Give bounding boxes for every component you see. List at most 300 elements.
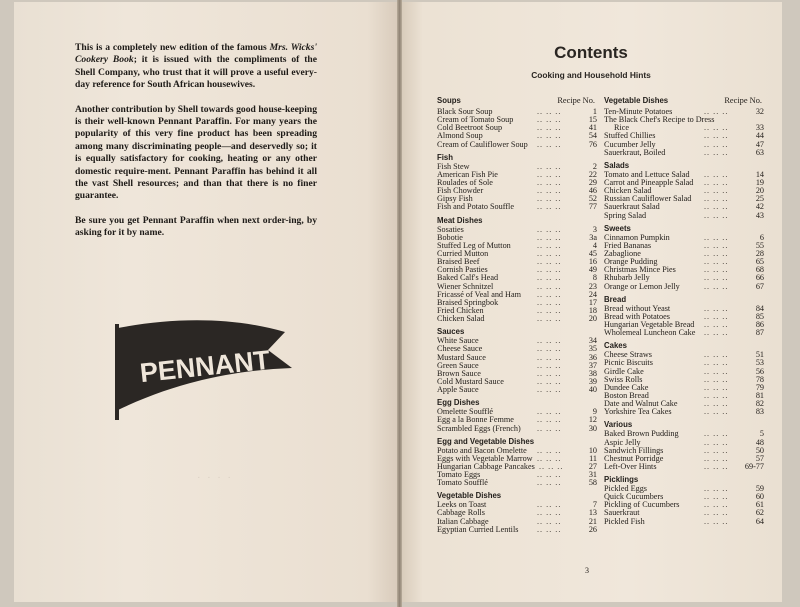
section-sweets [604,223,764,291]
leader-dots: .. .. .. [704,382,729,392]
leader-dots: .. .. .. [537,500,562,510]
entry-recipe-number: 15 [588,115,597,125]
entry-recipe-number: 34 [588,336,597,346]
entry-recipe-number: 58 [588,478,597,488]
leader-dots: .. .. .. [704,319,729,329]
entry-name: Leeks on Toast [437,500,487,510]
entry-recipe-number: 27 [588,461,597,471]
leader-dots: .. .. .. [704,311,729,321]
section-title: Sweets [604,223,631,233]
recipe-no-header: Recipe No. [557,96,595,105]
leader-dots: .. .. .. [704,350,729,360]
pennant-flag-logo [110,310,300,420]
entry-recipe-number: 16 [588,257,597,267]
leader-dots: .. .. .. [537,202,562,212]
entry-recipe-number: 23 [588,281,597,291]
leader-dots: .. .. .. [537,415,562,425]
entry-name: Cucumber Jelly [604,139,656,149]
leader-dots: .. .. .. [704,445,729,455]
leader-dots: .. .. .. [704,257,729,267]
leader-dots: .. .. .. [537,139,562,149]
section-bread [604,294,764,338]
intro-text [75,42,317,252]
leader-dots: .. .. .. [537,470,562,480]
leader-dots: .. .. .. [704,123,729,133]
entry-name: Bread without Yeast [604,303,671,313]
leader-dots: .. .. .. [704,177,729,187]
entry-recipe-number: 84 [755,303,764,313]
section-egg-dishes [437,397,597,432]
entry-name: Apple Sauce [437,385,479,395]
entry-name: Cabbage Rolls [437,508,485,518]
section-cakes [604,340,764,416]
entry-name: Cream of Tomato Soup [437,115,514,125]
leader-dots: .. .. .. [704,107,729,116]
entry-name: Ten-Minute Potatoes [604,107,673,116]
leader-dots: .. .. .. [704,240,729,250]
entry-name: Rice [614,123,630,133]
leader-dots: .. .. .. [704,407,729,417]
entry-name: Left-Over Hints [604,461,657,471]
entry-name: Christmas Mince Pies [604,265,676,275]
leader-dots: .. .. .. [704,429,729,439]
entry-recipe-number: 56 [755,366,764,376]
section-title: Fish [437,152,454,162]
leader-dots: .. .. .. [704,265,729,275]
entry-recipe-number: 26 [588,524,597,534]
entry-recipe-number: 2 [592,161,597,171]
entry-recipe-number: 77 [588,202,597,212]
leader-dots: .. .. .. [704,492,729,502]
entry-name: Mustard Sauce [437,352,486,362]
entry-recipe-number: 28 [755,248,764,258]
leader-dots: .. .. .. [537,248,562,258]
entry-recipe-number: 31 [588,470,597,480]
entry-recipe-number: 61 [755,500,764,510]
section-fish [437,152,597,212]
entry-name: Picnic Biscuits [604,358,653,368]
entry-name: Sandwich Fillings [604,445,664,455]
entry-recipe-number: 76 [588,139,597,149]
leader-dots: .. .. .. [537,297,562,307]
entry-name: Cheese Straws [604,350,652,360]
entry-recipe-number: 49 [588,265,597,275]
entry-name: Fish Chowder [437,186,484,196]
entry-recipe-number: 45 [588,248,597,258]
entry-recipe-number: 42 [755,202,764,212]
entry-recipe-number: 35 [588,344,597,354]
entry-name: Stuffed Chillies [604,131,656,141]
contents-entry [604,283,764,291]
page-subtitle: Cooking and Household Hints [531,70,651,80]
entry-name: Braised Springbok [437,297,499,307]
leader-dots: .. .. .. [704,437,729,447]
contents-entry [604,212,764,220]
entry-name: Dundee Cake [604,382,649,392]
entry-name: Brown Sauce [437,368,481,378]
leader-dots: .. .. .. [537,161,562,171]
entry-name: Pickled Fish [604,516,645,526]
entry-recipe-number: 69-77 [744,461,764,471]
section-meat-dishes [437,215,597,324]
leader-dots: .. .. .. [704,303,729,313]
contents-column-2 [604,95,764,529]
entry-name: Hungarian Cabbage Pancakes [437,461,535,471]
leader-dots: .. .. .. [537,265,562,275]
entry-recipe-number: 9 [592,407,597,417]
section-title: Bread [604,294,627,304]
entry-name: Cold Mustard Sauce [437,376,504,386]
section-egg-and-vegetable-dishes [437,436,597,488]
entry-name: Pickling of Cucumbers [604,500,680,510]
section-title: Egg and Vegetable Dishes [437,436,535,446]
leader-dots: .. .. .. [704,366,729,376]
leader-dots: .. .. .. [704,139,729,149]
contents-entry [604,408,764,416]
entry-recipe-number: 29 [588,177,597,187]
entry-name: Cheese Sauce [437,344,483,354]
entry-recipe-number: 66 [755,273,764,283]
leader-dots: .. .. .. [704,461,729,471]
leader-dots: .. .. .. [537,385,562,395]
entry-recipe-number: 50 [755,445,764,455]
entry-name: Curried Mutton [437,248,489,258]
contents-entry [604,518,764,526]
leader-dots: .. .. .. [537,376,562,386]
leader-dots: .. .. .. [537,123,562,133]
leader-dots: .. .. .. [537,516,562,526]
section-various [604,419,764,471]
recipe-no-header: Recipe No. [724,96,762,105]
entry-name: Cold Beetroot Soup [437,123,503,133]
contents-entry [437,315,597,323]
leader-dots: .. .. .. [704,210,729,220]
book-gutter [397,0,402,607]
entry-recipe-number: 41 [588,123,597,133]
entry-name: Chestnut Porridge [604,453,664,463]
entry-name: Chicken Salad [437,314,485,324]
page-title: Contents [554,43,628,62]
entry-recipe-number: 60 [755,492,764,502]
entry-recipe-number: 63 [755,147,764,157]
leader-dots: .. .. .. [537,478,562,488]
entry-recipe-number: 55 [755,240,764,250]
entry-name: Cream of Cauliflower Soup [437,139,528,149]
leader-dots: .. .. .. [704,169,729,179]
entry-recipe-number: 46 [588,186,597,196]
section-soups [437,95,597,149]
ghost-line: · · · · [197,472,233,483]
entry-name: Cornish Pasties [437,265,488,275]
entry-name: Boston Bread [604,390,649,400]
entry-name: Sauerkraut [604,508,640,518]
entry-name: Egg a la Bonne Femme [437,415,514,425]
entry-recipe-number: 5 [759,429,764,439]
entry-name: Egyptian Curried Lentils [437,524,519,534]
leader-dots: .. .. .. [704,500,729,510]
entry-recipe-number: 65 [755,257,764,267]
entry-name: Chicken Salad [604,186,652,196]
leader-dots: .. .. .. [704,484,729,494]
leader-dots: .. .. .. [537,194,562,204]
entry-name: Baked Calf's Head [437,273,499,283]
leader-dots: .. .. .. [537,169,562,179]
contents-entry [604,329,764,337]
entry-recipe-number: 67 [755,281,764,291]
entry-recipe-number: 52 [588,194,597,204]
entry-name: Orange Pudding [604,257,658,267]
entry-name: Swiss Rolls [604,374,643,384]
contents-entry [437,386,597,394]
entry-recipe-number: 20 [755,186,764,196]
entry-recipe-number: 30 [588,423,597,433]
contents-entry [437,425,597,433]
entry-name: Zabaglione [604,248,641,258]
leader-dots: .. .. .. [537,445,562,455]
leader-dots: .. .. .. [704,194,729,204]
entry-name: Spring Salad [604,210,647,220]
entry-name: Green Sauce [437,360,479,370]
leader-dots: .. .. .. [704,232,729,242]
entry-recipe-number: 64 [755,516,764,526]
leader-dots: .. .. .. [537,257,562,267]
contents-entry [437,141,597,149]
entry-recipe-number: 19 [755,177,764,187]
book-title-italic: Mrs. Wicks' Cookery Book [75,42,317,66]
contents-entry [604,149,764,157]
entry-name: Tomato Soufflé [437,478,488,488]
pennant-logo-text: PENNANT [138,344,272,389]
entry-recipe-number: 4 [592,240,597,250]
entry-recipe-number: 22 [588,169,597,179]
entry-name: Omelette Soufflé [437,407,494,417]
entry-recipe-number: 3 [592,224,597,234]
leader-dots: .. .. .. [537,273,562,283]
entry-recipe-number: 20 [588,314,597,324]
entry-recipe-number: 43 [755,210,764,220]
entry-recipe-number: 33 [755,123,764,133]
entry-name: Sauerkraut Salad [604,202,660,212]
leader-dots: .. .. .. [704,186,729,196]
entry-recipe-number: 44 [755,131,764,141]
contents-entry [437,526,597,534]
leader-dots: .. .. .. [537,508,562,518]
section-title: Cakes [604,341,627,351]
entry-recipe-number: 18 [588,305,597,315]
entry-name: Fish and Potato Souffle [437,202,514,212]
leader-dots: .. .. .. [537,107,562,116]
leader-dots: .. .. .. [704,399,729,409]
entry-name: Almond Soup [437,131,483,141]
leader-dots: .. .. .. [537,240,562,250]
section-title: Various [604,420,633,430]
entry-recipe-number: 48 [755,437,764,447]
leader-dots: .. .. .. [537,407,562,417]
leader-dots: .. .. .. [704,328,729,338]
leader-dots: .. .. .. [537,177,562,187]
leader-dots: .. .. .. [704,281,729,291]
entry-recipe-number: 25 [755,194,764,204]
leader-dots: .. .. .. [704,273,729,283]
entry-name: Pickled Eggs [604,484,647,494]
entry-recipe-number: 37 [588,360,597,370]
entry-recipe-number: 24 [588,289,597,299]
entry-recipe-number: 7 [592,500,597,510]
entry-recipe-number: 82 [755,399,764,409]
leader-dots: .. .. .. [704,508,729,518]
entry-name: The Black Chef's Recipe to Dress [604,115,715,125]
section-picklings [604,474,764,526]
entry-recipe-number: 6 [759,232,764,242]
contents-entry [604,463,764,471]
entry-name: Sauerkraut, Boiled [604,147,666,157]
entry-name: Gipsy Fish [437,194,473,204]
entry-recipe-number: 21 [588,516,597,526]
entry-name: Aspic Jelly [604,437,641,447]
entry-name: Wiener Schnitzel [437,281,494,291]
entry-name: Stuffed Leg of Mutton [437,240,511,250]
leader-dots: .. .. .. [537,344,562,354]
entry-name: Orange or Lemon Jelly [604,281,680,291]
entry-recipe-number: 78 [755,374,764,384]
leader-dots: .. .. .. [704,453,729,463]
leader-dots: .. .. .. [704,147,729,157]
entry-recipe-number: 36 [588,352,597,362]
entry-recipe-number: 38 [588,368,597,378]
entry-name: Girdle Cake [604,366,644,376]
leader-dots: .. .. .. [704,390,729,400]
entry-recipe-number: 14 [755,169,764,179]
entry-name: Rhubarb Jelly [604,273,650,283]
intro-paragraph-1: This is a completely new edition of the famous Mrs. Wicks' Cookery Book; it is issued with the compliments of the Shell Company, who trust that it will prove a useful every-day reference for South African housewives. [75,42,317,91]
contents-entry [437,479,597,487]
leader-dots: .. .. .. [537,360,562,370]
entry-name: Fricassé of Veal and Ham [437,289,521,299]
entry-name: Braised Beef [437,257,480,267]
entry-name: Italian Cabbage [437,516,489,526]
entry-recipe-number: 32 [755,107,764,116]
show-through-text [115,470,315,486]
entry-name: Scrambled Eggs (French) [437,423,521,433]
entry-name: American Fish Pie [437,169,498,179]
entry-name: Russian Cauliflower Salad [604,194,692,204]
entry-recipe-number: 13 [588,508,597,518]
leader-dots: .. .. .. [704,516,729,526]
section-title: Salads [604,160,630,170]
section-vegetable-dishes [604,95,764,157]
leader-dots: .. .. .. [537,224,562,234]
entry-recipe-number: 8 [592,273,597,283]
leader-dots: .. .. .. [537,289,562,299]
entry-name: Bread with Potatoes [604,311,670,321]
leader-dots: .. .. .. [537,352,562,362]
leader-dots: .. .. .. [537,232,562,242]
entry-name: Fried Bananas [604,240,652,250]
entry-name: Tomato Eggs [437,470,481,480]
entry-name: Sosaties [437,224,464,234]
entry-recipe-number: 86 [755,319,764,329]
entry-recipe-number: 62 [755,508,764,518]
entry-recipe-number: 12 [588,415,597,425]
entry-recipe-number: 51 [755,350,764,360]
leader-dots: .. .. .. [537,314,562,324]
entry-recipe-number: 40 [588,385,597,395]
entry-recipe-number: 68 [755,265,764,275]
leader-dots: .. .. .. [537,453,562,463]
leader-dots: .. .. .. [537,305,562,315]
entry-name: Hungarian Vegetable Bread [604,319,695,329]
section-title: Meat Dishes [437,215,483,225]
contents-entry [437,203,597,211]
entry-recipe-number: 57 [755,453,764,463]
leader-dots: .. .. .. [704,248,729,258]
entry-recipe-number: 79 [755,382,764,392]
leader-dots: .. .. .. [537,131,562,141]
section-sauces [437,326,597,394]
entry-name: Black Sour Soup [437,107,493,116]
entry-name: Wholemeal Luncheon Cake [604,328,696,338]
entry-recipe-number: 47 [755,139,764,149]
entry-name: Tomato and Lettuce Salad [604,169,690,179]
leader-dots: .. .. .. [704,374,729,384]
leader-dots: .. .. .. [537,336,562,346]
leader-dots: .. .. .. [537,368,562,378]
leader-dots: .. .. .. [537,186,562,196]
entry-name: Baked Brown Pudding [604,429,679,439]
leader-dots: .. .. .. [704,358,729,368]
entry-name: Eggs with Vegetable Marrow [437,453,533,463]
entry-recipe-number: 17 [588,297,597,307]
entry-recipe-number: 83 [755,407,764,417]
entry-recipe-number: 10 [588,445,597,455]
entry-name: Quick Cucumbers [604,492,664,502]
entry-recipe-number: 3a [589,232,597,242]
section-title: Egg Dishes [437,398,480,408]
leader-dots: .. .. .. [704,131,729,141]
entry-recipe-number: 81 [755,390,764,400]
entry-recipe-number: 39 [588,376,597,386]
leader-dots: .. .. .. [539,461,564,471]
entry-name: White Sauce [437,336,479,346]
entry-recipe-number: 59 [755,484,764,494]
entry-name: Cinnamon Pumpkin [604,232,670,242]
section-title: Soups [437,96,461,105]
page-number: 3 [585,566,589,575]
contents-column-1 [437,95,597,537]
entry-name: Yorkshire Tea Cakes [604,407,672,417]
entry-recipe-number: 11 [589,453,597,463]
entry-recipe-number: 1 [592,107,597,116]
leader-dots: .. .. .. [537,423,562,433]
entry-name: Bobotie [437,232,463,242]
entry-recipe-number: 53 [755,358,764,368]
entry-name: Fried Chicken [437,305,484,315]
section-title: Picklings [604,475,639,485]
leader-dots: .. .. .. [537,281,562,291]
entry-name: Date and Walnut Cake [604,399,678,409]
entry-name: Carrot and Pineapple Salad [604,177,694,187]
entry-name: Roulades of Sole [437,177,493,187]
entry-recipe-number: 85 [755,311,764,321]
section-salads [604,160,764,220]
leader-dots: .. .. .. [537,524,562,534]
section-title: Vegetable Dishes [437,491,502,501]
entry-name: Fish Stew [437,161,470,171]
intro-paragraph-3: Be sure you get Pennant Paraffin when next order-ing, by asking for it by name. [75,214,317,239]
leader-dots: .. .. .. [704,202,729,212]
section-title: Vegetable Dishes [604,96,669,105]
entry-name: Potato and Bacon Omelette [437,445,527,455]
